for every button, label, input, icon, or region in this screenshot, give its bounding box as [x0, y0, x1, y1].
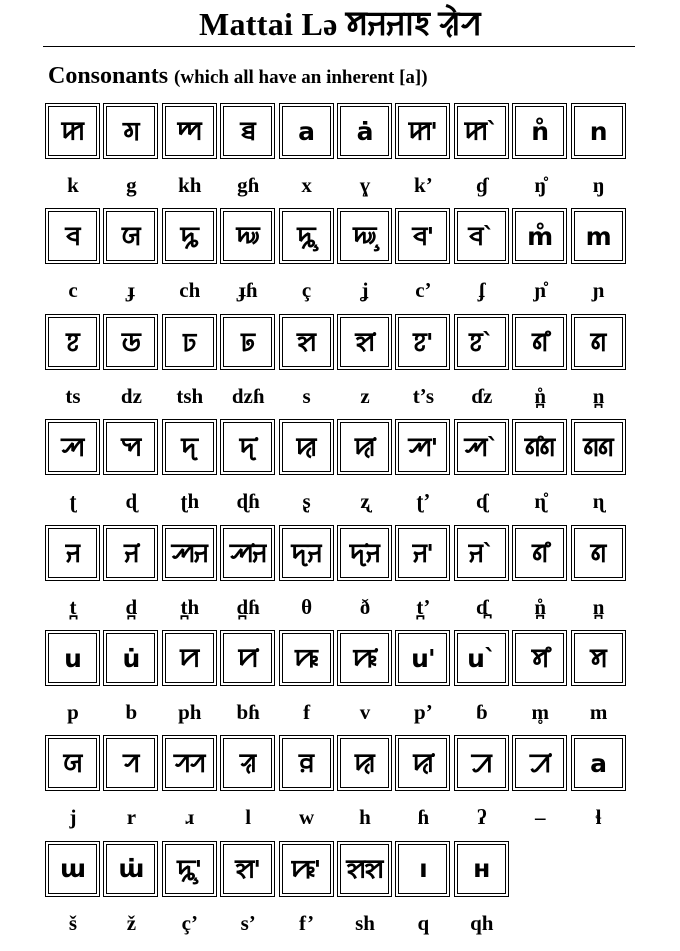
- section-heading-main: Consonants: [48, 63, 169, 89]
- letter-cell: [103, 314, 158, 370]
- letter-cell: [103, 208, 158, 264]
- letter-glyph: ꠙ̇: [223, 633, 272, 683]
- letter-glyph: ꠐ`: [457, 317, 506, 367]
- letter-cell: [279, 314, 334, 370]
- letter-cell: [279, 630, 334, 686]
- letter-glyph: ꠒ: [106, 317, 155, 367]
- latin-transliteration: ʈh: [180, 489, 200, 514]
- letter-glyph: n: [574, 106, 623, 156]
- letter-cell: [395, 841, 450, 897]
- letter-glyph: ꠕꠔ: [165, 528, 214, 578]
- letter-glyph: ꠓ: [223, 317, 272, 367]
- latin-transliteration: ž: [126, 910, 137, 935]
- letter-cell: [162, 419, 217, 475]
- letter-cell: [103, 419, 158, 475]
- letter-glyph: ꠘ̊ꠘ: [515, 422, 564, 472]
- latin-transliteration: z: [360, 383, 370, 408]
- latin-transliteration: ɣ: [359, 173, 371, 197]
- latin-transliteration: t̪h: [180, 594, 200, 619]
- letter-glyph: ꠚ̇: [340, 633, 389, 683]
- letter-glyph: u': [398, 633, 447, 683]
- latin-transliteration: ɦ: [417, 805, 430, 830]
- letter-glyph: ꠙ: [165, 633, 214, 683]
- letter-glyph: m: [574, 211, 623, 261]
- letter-glyph: ꠘ̊: [515, 317, 564, 367]
- latin-transliteration: ɗ̪: [475, 594, 488, 619]
- latin-transliteration: gɦ: [237, 173, 260, 197]
- latin-transliteration: tsh: [176, 383, 204, 408]
- latin-transliteration: n̪: [592, 383, 605, 408]
- letter-glyph: ʜ: [457, 844, 506, 894]
- letter-glyph: ꠘ: [574, 528, 623, 578]
- letter-cell: [337, 630, 392, 686]
- latin-transliteration: c: [68, 278, 78, 303]
- letter-glyph: ꠖ: [165, 422, 214, 472]
- latin-transliteration: ð: [359, 594, 371, 619]
- letter-glyph: ꠚ: [282, 633, 331, 683]
- letter-cell: [220, 208, 275, 264]
- latin-transliteration: g: [126, 173, 137, 197]
- letter-glyph: ꠍ̧: [282, 211, 331, 261]
- letter-cell: [337, 841, 392, 897]
- letter-cell: [162, 735, 217, 791]
- letter-cell: [395, 208, 450, 264]
- latin-transliteration: x: [301, 173, 312, 197]
- latin-transliteration: s’: [240, 910, 256, 935]
- latin-transliteration: kh: [178, 173, 202, 197]
- letter-cell: [220, 630, 275, 686]
- letter-glyph: ꠕ': [398, 422, 447, 472]
- letter-glyph: ꠍ: [165, 211, 214, 261]
- letter-glyph: u`: [457, 633, 506, 683]
- latin-transliteration: t’s: [412, 383, 435, 408]
- letter-glyph: ꠀ̇: [515, 738, 564, 788]
- latin-transliteration: s: [302, 383, 311, 408]
- letter-cell: [454, 208, 509, 264]
- latin-transliteration: ɟɦ: [238, 278, 258, 303]
- latin-transliteration: ɬ: [595, 805, 602, 830]
- letter-glyph: ꠖꠔ: [282, 528, 331, 578]
- letter-cell: [512, 735, 567, 791]
- latin-transliteration: k’: [414, 173, 433, 197]
- latin-transliteration: ŋ̊: [534, 173, 547, 197]
- letter-glyph: ꠢ: [282, 422, 331, 472]
- latin-transliteration: dzɦ: [231, 383, 265, 408]
- letter-cell: [337, 419, 392, 475]
- letter-glyph: ɯ̇: [106, 844, 155, 894]
- letter-cell: [162, 525, 217, 581]
- letter-glyph: ꠔ': [398, 528, 447, 578]
- letter-cell: [337, 314, 392, 370]
- letter-cell: [279, 419, 334, 475]
- latin-transliteration: v: [359, 700, 371, 724]
- letter-cell: [220, 419, 275, 475]
- letter-cell: [512, 314, 567, 370]
- letter-cell: [571, 314, 626, 370]
- letter-cell: [45, 841, 100, 897]
- letter-cell: [220, 841, 275, 897]
- latin-transliteration: ɖɦ: [236, 489, 260, 514]
- latin-transliteration: n̪̊: [534, 383, 547, 408]
- letter-cell: [45, 208, 100, 264]
- letter-glyph: ꠖ̇: [223, 422, 272, 472]
- letter-cell: [162, 314, 217, 370]
- latin-transliteration: ç: [301, 278, 312, 303]
- letter-glyph: ꠌ': [398, 211, 447, 261]
- latin-transliteration: ɟ: [127, 278, 135, 303]
- letter-glyph: ꠀ: [457, 738, 506, 788]
- latin-transliteration: ɗz: [471, 383, 493, 408]
- letter-glyph: ꠌ`: [457, 211, 506, 261]
- latin-transliteration: k: [67, 173, 79, 197]
- latin-transliteration: h: [359, 805, 371, 830]
- letter-cell: [571, 735, 626, 791]
- letter-cell: [454, 841, 509, 897]
- latin-transliteration: f’: [299, 910, 315, 935]
- letter-cell: [454, 630, 509, 686]
- letter-glyph: ꠚ': [282, 844, 331, 894]
- latin-transliteration: t̪: [69, 594, 77, 619]
- latin-transliteration: ph: [178, 700, 202, 724]
- letter-cell: [395, 630, 450, 686]
- latin-transliteration: p’: [414, 700, 433, 724]
- letter-glyph: ꠐ': [398, 317, 447, 367]
- letter-glyph: ꠡꠡ: [340, 844, 389, 894]
- letter-cell: [571, 630, 626, 686]
- latin-transliteration: ʈ: [69, 489, 77, 514]
- letter-glyph: ꠎ: [106, 211, 155, 261]
- latin-transliteration: f: [303, 700, 311, 724]
- letter-glyph: ꠕ`: [457, 422, 506, 472]
- letter-cell: [512, 208, 567, 264]
- latin-transliteration: ɳ̊: [534, 489, 547, 514]
- letter-glyph: ꠌ: [48, 211, 97, 261]
- latin-transliteration: ɲ: [592, 278, 605, 303]
- letter-glyph: ꠇ: [48, 106, 97, 156]
- letter-glyph: ꠞ: [106, 738, 155, 788]
- letter-cell: [162, 208, 217, 264]
- letter-glyph: ꠕ: [48, 422, 97, 472]
- latin-transliteration: j: [69, 805, 77, 830]
- title-divider: [43, 46, 635, 47]
- latin-transliteration: ᶑ: [475, 489, 488, 514]
- letter-cell: [512, 103, 567, 159]
- latin-transliteration: ɠ: [476, 173, 488, 197]
- letter-cell: [512, 630, 567, 686]
- letter-glyph: ꠘꠘ: [574, 422, 623, 472]
- letter-cell: [571, 208, 626, 264]
- letter-glyph: u̇: [106, 633, 155, 683]
- latin-transliteration: ts: [65, 383, 81, 408]
- latin-transliteration: ʝ: [361, 278, 369, 303]
- letter-cell: [395, 735, 450, 791]
- letter-glyph: ꠑ: [165, 317, 214, 367]
- letter-glyph: ꠏ̧: [340, 211, 389, 261]
- letter-glyph: ꠘ̊: [515, 528, 564, 578]
- latin-transliteration: bɦ: [236, 700, 260, 724]
- latin-transliteration: qh: [470, 910, 494, 935]
- letter-glyph: ꠇ': [398, 106, 447, 156]
- latin-transliteration: m: [589, 700, 608, 724]
- letter-cell: [454, 314, 509, 370]
- letter-cell: [395, 419, 450, 475]
- latin-transliteration: l: [245, 805, 252, 830]
- letter-cell: [220, 525, 275, 581]
- letter-cell: [337, 103, 392, 159]
- latin-transliteration: n̪̊: [534, 594, 547, 619]
- letter-glyph: ꠗ: [106, 422, 155, 472]
- letter-cell: [220, 735, 275, 791]
- latin-transliteration: ʔ: [477, 805, 487, 830]
- latin-transliteration: ʂ: [302, 489, 311, 514]
- letter-glyph: ꠉ: [106, 106, 155, 156]
- letter-cell: [220, 314, 275, 370]
- letter-cell: [45, 103, 100, 159]
- letter-glyph: u: [48, 633, 97, 683]
- latin-transliteration: dz: [120, 383, 142, 408]
- latin-transliteration: t̪’: [416, 594, 431, 619]
- letter-cell: [337, 525, 392, 581]
- latin-transliteration: m̥: [531, 700, 549, 724]
- letter-glyph: a: [282, 106, 331, 156]
- letter-glyph: ꠎ: [48, 738, 97, 788]
- letter-cell: [571, 103, 626, 159]
- letter-cell: [279, 735, 334, 791]
- latin-transliteration: ɹ: [185, 805, 195, 830]
- latin-transliteration: r: [126, 805, 137, 830]
- letter-cell: [571, 419, 626, 475]
- letter-cell: [454, 525, 509, 581]
- letter-cell: [512, 419, 567, 475]
- latin-transliteration: b: [125, 700, 138, 724]
- letter-glyph: n̊: [515, 106, 564, 156]
- letter-cell: [103, 735, 158, 791]
- letter-cell: [395, 314, 450, 370]
- latin-transliteration: sh: [355, 910, 375, 935]
- latin-transliteration: ɲ̊: [534, 278, 547, 303]
- letter-glyph: ꠔ̇: [106, 528, 155, 578]
- letter-cell: [45, 630, 100, 686]
- latin-transliteration: ŋ: [592, 173, 605, 197]
- letter-cell: [103, 525, 158, 581]
- letter-glyph: ꠡ': [223, 844, 272, 894]
- latin-transliteration: ch: [179, 278, 201, 303]
- letter-cell: [103, 103, 158, 159]
- letter-glyph: ꠔ`: [457, 528, 506, 578]
- letter-cell: [279, 208, 334, 264]
- letter-glyph: ꠞꠞ: [165, 738, 214, 788]
- letter-cell: [162, 841, 217, 897]
- letter-cell: [571, 525, 626, 581]
- letter-cell: [279, 841, 334, 897]
- letter-glyph: ı: [398, 844, 447, 894]
- latin-transliteration: p: [67, 700, 79, 724]
- letter-cell: [395, 525, 450, 581]
- letter-glyph: ꠡ̇: [340, 317, 389, 367]
- latin-transliteration: ɳ: [592, 489, 605, 514]
- letter-cell: [162, 103, 217, 159]
- letter-cell: [454, 735, 509, 791]
- letter-glyph: ꠐ: [48, 317, 97, 367]
- letter-cell: [103, 841, 158, 897]
- letter-cell: [337, 735, 392, 791]
- letter-glyph: ꠟ: [223, 738, 272, 788]
- letter-glyph: ȧ: [340, 106, 389, 156]
- letter-cell: [337, 208, 392, 264]
- letter-glyph: ꠍ̧': [165, 844, 214, 894]
- latin-transliteration: ʈ’: [416, 489, 431, 514]
- latin-transliteration: –: [534, 805, 546, 830]
- letter-glyph: ꠢ: [340, 738, 389, 788]
- letter-glyph: ꠝ̊: [515, 633, 564, 683]
- letter-cell: [45, 419, 100, 475]
- letter-cell: [45, 314, 100, 370]
- letter-glyph: ꠡ: [282, 317, 331, 367]
- latin-transliteration: š: [68, 910, 78, 935]
- letter-glyph: ꠢ̇: [398, 738, 447, 788]
- letter-glyph: ꠅ: [282, 738, 331, 788]
- letter-glyph: m̊: [515, 211, 564, 261]
- latin-transliteration: q: [417, 910, 430, 935]
- letter-cell: [395, 103, 450, 159]
- letter-glyph: ꠕ̇ꠔ: [223, 528, 272, 578]
- latin-transliteration: w: [299, 805, 315, 830]
- latin-transliteration: θ: [301, 594, 313, 619]
- letter-glyph: ꠝ: [574, 633, 623, 683]
- letter-glyph: ꠇ`: [457, 106, 506, 156]
- letter-glyph: ꠊ: [223, 106, 272, 156]
- letter-cell: [454, 103, 509, 159]
- latin-transliteration: ç’: [181, 910, 198, 935]
- latin-transliteration: ʐ: [360, 489, 370, 514]
- section-heading-subtitle: (which all have an inherent [a]): [174, 67, 428, 88]
- latin-transliteration: ʄ: [478, 278, 486, 303]
- latin-transliteration: c’: [415, 278, 432, 303]
- section-heading: [48, 63, 428, 90]
- latin-transliteration: ɓ: [475, 700, 488, 724]
- letter-cell: [103, 630, 158, 686]
- letter-glyph: ꠘ: [574, 317, 623, 367]
- letter-cell: [162, 630, 217, 686]
- page-title: Mattai Lə ꠝꠔꠔꠣꠁ ꠟꠦꠞ: [198, 6, 481, 42]
- letter-cell: [454, 419, 509, 475]
- letter-glyph: ꠏ: [223, 211, 272, 261]
- letter-glyph: ꠖ̇ꠔ: [340, 528, 389, 578]
- letter-glyph: ꠈ: [165, 106, 214, 156]
- letter-cell: [45, 735, 100, 791]
- letter-glyph: ꠢ̇: [340, 422, 389, 472]
- letter-glyph: ꠔ: [48, 528, 97, 578]
- latin-transliteration: n̪: [592, 594, 605, 619]
- letter-glyph: ɯ: [48, 844, 97, 894]
- letter-glyph: a: [574, 738, 623, 788]
- letter-cell: [279, 103, 334, 159]
- letter-cell: [45, 525, 100, 581]
- letter-cell: [220, 103, 275, 159]
- latin-transliteration: d̪ɦ: [236, 594, 260, 619]
- latin-transliteration: d̪: [125, 594, 138, 619]
- latin-transliteration: ɖ: [125, 489, 138, 514]
- letter-cell: [279, 525, 334, 581]
- letter-cell: [512, 525, 567, 581]
